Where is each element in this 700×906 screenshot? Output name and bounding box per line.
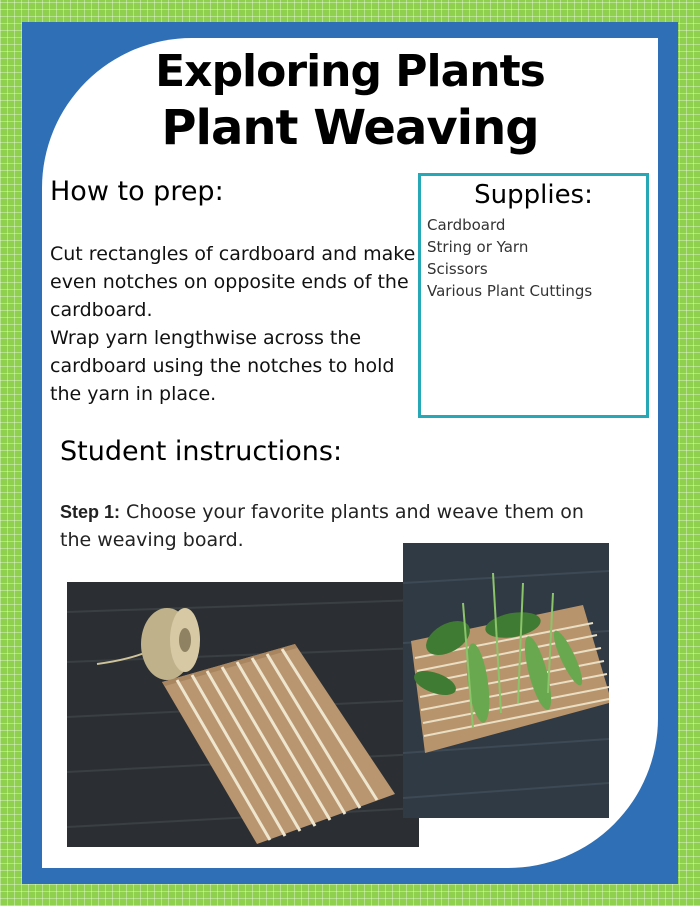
page-title: Exploring Plants xyxy=(155,46,545,97)
prep-text xyxy=(50,240,420,408)
student-instructions-heading: Student instructions: xyxy=(60,436,343,467)
page-subtitle: Plant Weaving xyxy=(161,100,539,156)
step-label: Step 1: xyxy=(60,502,121,522)
supply-item: Scissors xyxy=(427,260,488,278)
prep-paragraph: Wrap yarn lengthwise across the cardboard using the notches to hold the yarn in place. xyxy=(50,327,395,405)
supply-item: Cardboard xyxy=(427,216,506,234)
prep-paragraph: Cut rectangles of cardboard and make even notches on opposite ends of the cardboard. xyxy=(50,243,416,321)
cardboard-loom-photo xyxy=(67,582,419,847)
supplies-heading: Supplies: xyxy=(474,180,593,210)
woven-plants-photo xyxy=(403,543,609,818)
supplies-list xyxy=(427,214,646,302)
supplies-box xyxy=(418,173,649,418)
supply-item: String or Yarn xyxy=(427,238,529,256)
content-card xyxy=(42,38,658,868)
supply-item: Various Plant Cuttings xyxy=(427,282,593,300)
step-text: Choose your favorite plants and weave them on the weaving board. xyxy=(60,501,584,551)
prep-heading: How to prep: xyxy=(50,176,224,207)
